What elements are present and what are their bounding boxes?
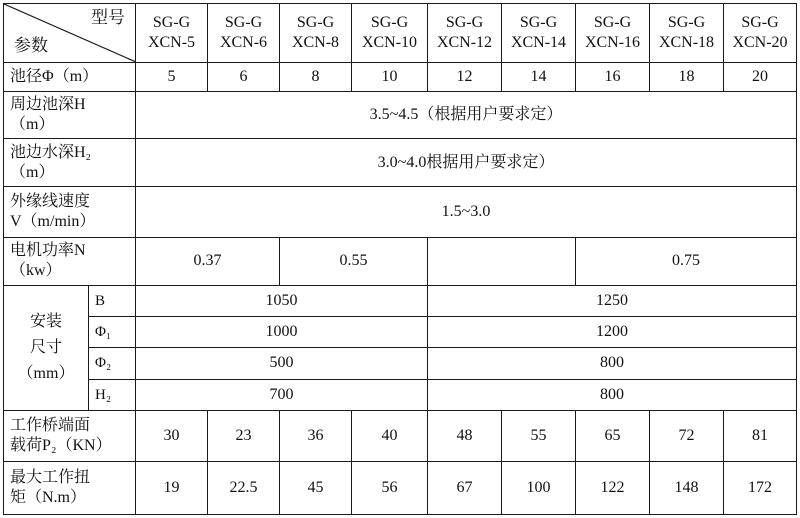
- install-sub-label: Φ₁: [89, 317, 136, 348]
- install-label-line3: （mm）: [17, 364, 75, 382]
- install-value-left: 700: [136, 379, 428, 410]
- max-torque-label-line1: 最大工作扭: [10, 469, 91, 487]
- header-corner-cell: [4, 4, 136, 63]
- bridge-load-value: 23: [208, 410, 280, 462]
- diameter-label: 池径Φ（m）: [4, 62, 136, 91]
- diameter-value: 20: [724, 62, 797, 91]
- power-label-line1: 电机功率N: [10, 242, 86, 260]
- water-depth-label-line1: 池边水深H₂: [10, 143, 92, 161]
- water-depth-label-line2: （m）: [10, 163, 55, 181]
- install-sub-label: H₂: [89, 379, 136, 410]
- max-torque-value: 22.5: [208, 462, 280, 515]
- diameter-value: 5: [136, 62, 208, 91]
- corner-param-label: 参数: [14, 35, 48, 55]
- max-torque-row: [4, 462, 797, 515]
- bridge-load-value: 81: [724, 410, 797, 462]
- install-sub-label: B: [89, 285, 136, 316]
- max-torque-value: 122: [576, 462, 650, 515]
- model-header-cell: [502, 4, 576, 63]
- speed-label: [4, 186, 136, 238]
- power-value: 0.37: [136, 238, 280, 285]
- max-torque-value: 19: [136, 462, 208, 515]
- header-row: [4, 4, 797, 63]
- edge-depth-value: 3.5~4.5（根据用户要求定）: [136, 91, 797, 138]
- max-torque-label: [4, 462, 136, 515]
- model-header-cell: [576, 4, 650, 63]
- edge-depth-label-line2: （m）: [10, 116, 55, 134]
- power-label: [4, 238, 136, 285]
- install-value-right: 1250: [428, 285, 797, 316]
- diameter-value: 12: [428, 62, 502, 91]
- max-torque-value: 148: [650, 462, 724, 515]
- power-value: 0.75: [576, 238, 797, 285]
- model-header-cell: [208, 4, 280, 63]
- install-row-phi1: [4, 317, 797, 348]
- power-label-line2: （kw）: [10, 262, 62, 280]
- bridge-load-label: [4, 410, 136, 462]
- model-series: SG-G: [445, 13, 484, 31]
- model-series: SG-G: [593, 13, 632, 31]
- model-code: XCN-14: [510, 33, 567, 51]
- speed-row: [4, 186, 797, 238]
- edge-depth-label-line1: 周边池深H: [10, 96, 86, 114]
- water-depth-value: 3.0~4.0根据用户要求定）: [136, 139, 797, 186]
- max-torque-value: 172: [724, 462, 797, 515]
- edge-depth-row: [4, 91, 797, 138]
- install-row-phi2: [4, 348, 797, 379]
- model-series: SG-G: [519, 13, 558, 31]
- bridge-load-label-line1: 工作桥端面: [10, 417, 91, 435]
- water-depth-row: [4, 139, 797, 186]
- model-code: XCN-18: [658, 33, 715, 51]
- model-code: XCN-10: [361, 33, 418, 51]
- max-torque-value: 67: [428, 462, 502, 515]
- diameter-value: 10: [352, 62, 428, 91]
- max-torque-value: 56: [352, 462, 428, 515]
- corner-model-label: 型号: [91, 8, 125, 27]
- water-depth-label: [4, 139, 136, 186]
- install-value-right: 1200: [428, 317, 797, 348]
- diameter-row: [4, 62, 797, 91]
- model-series: SG-G: [667, 13, 706, 31]
- bridge-load-value: 72: [650, 410, 724, 462]
- bridge-load-value: 30: [136, 410, 208, 462]
- model-code: XCN-8: [291, 33, 340, 51]
- bridge-load-value: 40: [352, 410, 428, 462]
- model-series: SG-G: [296, 13, 335, 31]
- model-series: SG-G: [370, 13, 409, 31]
- specification-table: [3, 3, 797, 515]
- install-value-left: 500: [136, 348, 428, 379]
- diameter-value: 8: [280, 62, 352, 91]
- bridge-load-value: 65: [576, 410, 650, 462]
- diameter-value: 16: [576, 62, 650, 91]
- model-header-cell: [136, 4, 208, 63]
- model-code: XCN-20: [732, 33, 788, 51]
- bridge-load-label-line2: 载荷P₂（KN）: [10, 437, 112, 455]
- power-value-empty: [428, 238, 576, 285]
- model-code: XCN-5: [147, 33, 196, 51]
- power-row: [4, 238, 797, 285]
- install-label: [4, 285, 89, 410]
- model-code: XCN-6: [219, 33, 268, 51]
- install-sub-label: Φ₂: [89, 348, 136, 379]
- diameter-value: 18: [650, 62, 724, 91]
- install-label-line2: 尺寸: [29, 338, 62, 356]
- diameter-value: 6: [208, 62, 280, 91]
- model-series: SG-G: [152, 13, 191, 31]
- model-header-cell: [352, 4, 428, 63]
- model-code: XCN-16: [584, 33, 641, 51]
- model-header-cell: [650, 4, 724, 63]
- install-value-left: 1000: [136, 317, 428, 348]
- install-value-right: 800: [428, 348, 797, 379]
- install-row-b: [4, 285, 797, 316]
- model-header-cell: [724, 4, 797, 63]
- max-torque-label-line2: 矩（N.m）: [10, 489, 87, 507]
- install-value-right: 800: [428, 379, 797, 410]
- install-row-h2: [4, 379, 797, 410]
- bridge-load-value: 55: [502, 410, 576, 462]
- speed-label-line1: 外缘线速度: [10, 193, 91, 210]
- model-series: SG-G: [741, 13, 779, 31]
- install-label-line1: 安装: [29, 312, 62, 330]
- edge-depth-label: [4, 91, 136, 138]
- bridge-load-value: 48: [428, 410, 502, 462]
- bridge-load-row: [4, 410, 797, 462]
- model-series: SG-G: [224, 13, 263, 31]
- model-header-cell: [280, 4, 352, 63]
- speed-label-line2: V（m/min）: [10, 213, 96, 230]
- max-torque-value: 45: [280, 462, 352, 515]
- power-value: 0.55: [280, 238, 428, 285]
- install-value-left: 1050: [136, 285, 428, 316]
- diameter-value: 14: [502, 62, 576, 91]
- bridge-load-value: 36: [280, 410, 352, 462]
- model-code: XCN-12: [436, 33, 493, 51]
- max-torque-value: 100: [502, 462, 576, 515]
- model-header-cell: [428, 4, 502, 63]
- speed-value: 1.5~3.0: [136, 186, 797, 238]
